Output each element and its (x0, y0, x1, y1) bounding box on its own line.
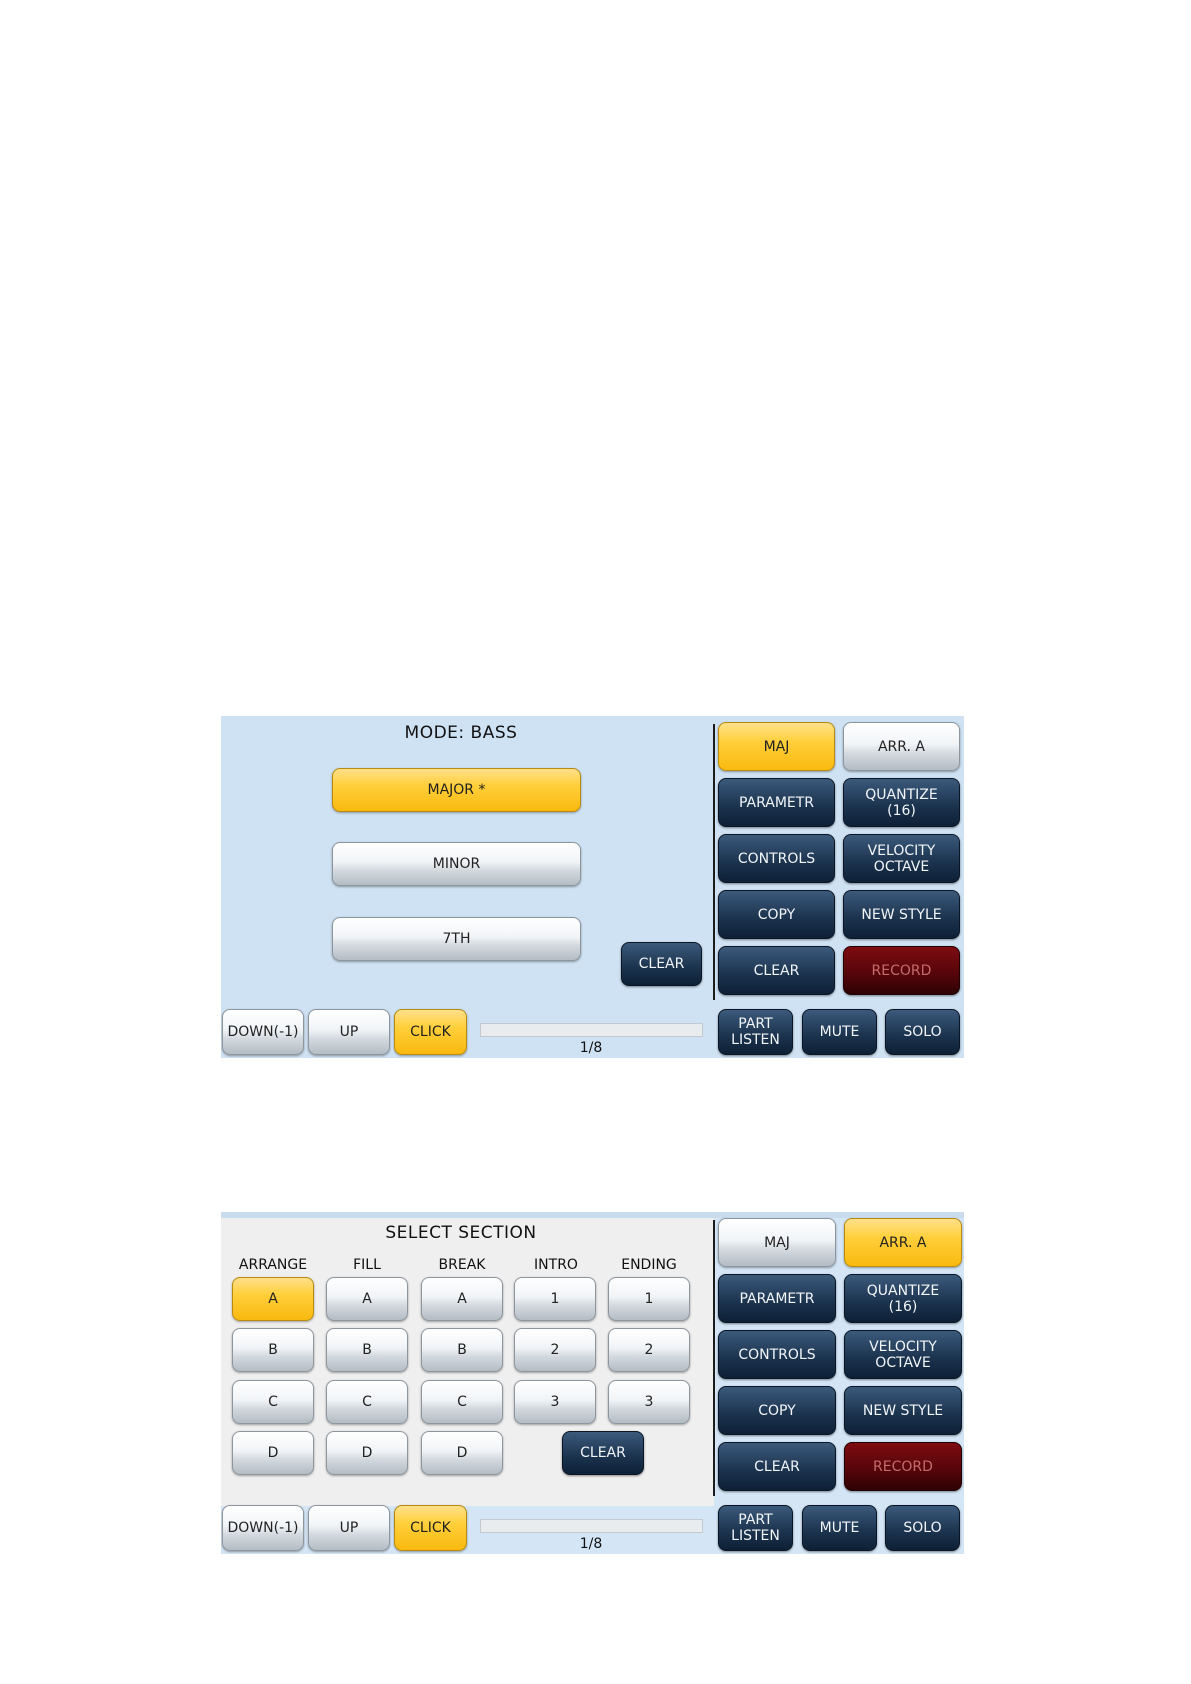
solo-button[interactable]: SOLO (885, 1505, 960, 1551)
fill-a-button[interactable]: A (326, 1277, 408, 1321)
break-a-button[interactable]: A (421, 1277, 503, 1321)
quantize-button[interactable]: QUANTIZE (16) (843, 778, 960, 827)
record-button[interactable]: RECORD (843, 946, 960, 995)
clear-button[interactable]: CLEAR (718, 946, 835, 995)
screen-title: SELECT SECTION (385, 1223, 537, 1243)
panel-divider (713, 1220, 715, 1496)
fill-c-button[interactable]: C (326, 1380, 408, 1424)
ending-1-button[interactable]: 1 (608, 1277, 690, 1321)
up-button[interactable]: UP (308, 1505, 390, 1551)
arrange-b-button[interactable]: B (232, 1328, 314, 1372)
click-button[interactable]: CLICK (394, 1505, 467, 1551)
velocity-octave-button[interactable]: VELOCITY OCTAVE (844, 1330, 962, 1379)
up-button[interactable]: UP (308, 1009, 390, 1055)
break-c-button[interactable]: C (421, 1380, 503, 1424)
intro-2-button[interactable]: 2 (514, 1328, 596, 1372)
parametr-button[interactable]: PARAMETR (718, 778, 835, 827)
mute-button[interactable]: MUTE (802, 1505, 877, 1551)
column-header-intro: INTRO (534, 1257, 578, 1273)
panel-divider (713, 724, 715, 1000)
minor-chord-button[interactable]: MINOR (332, 842, 581, 886)
ending-3-button[interactable]: 3 (608, 1380, 690, 1424)
quantize-button[interactable]: QUANTIZE (16) (844, 1274, 962, 1323)
velocity-octave-button[interactable]: VELOCITY OCTAVE (843, 834, 960, 883)
clear-section-button[interactable]: CLEAR (562, 1431, 644, 1475)
maj-button[interactable]: MAJ (718, 722, 835, 771)
controls-button[interactable]: CONTROLS (718, 834, 835, 883)
intro-1-button[interactable]: 1 (514, 1277, 596, 1321)
click-button[interactable]: CLICK (394, 1009, 467, 1055)
down-button[interactable]: DOWN(-1) (222, 1009, 304, 1055)
page-indicator: 1/8 (579, 1536, 603, 1552)
down-button[interactable]: DOWN(-1) (222, 1505, 304, 1551)
select-section-screen (221, 1212, 964, 1554)
copy-button[interactable]: COPY (718, 1386, 836, 1435)
screen-title: MODE: BASS (404, 723, 518, 743)
arrange-d-button[interactable]: D (232, 1431, 314, 1475)
progress-bar (480, 1023, 703, 1037)
part-listen-button[interactable]: PART LISTEN (718, 1009, 793, 1055)
fill-d-button[interactable]: D (326, 1431, 408, 1475)
column-header-ending: ENDING (621, 1257, 677, 1273)
clear-button[interactable]: CLEAR (718, 1442, 836, 1491)
record-button[interactable]: RECORD (844, 1442, 962, 1491)
arrange-c-button[interactable]: C (232, 1380, 314, 1424)
arrangement-button[interactable]: ARR. A (843, 722, 960, 771)
column-header-fill: FILL (353, 1257, 381, 1273)
new-style-button[interactable]: NEW STYLE (843, 890, 960, 939)
copy-button[interactable]: COPY (718, 890, 835, 939)
parametr-button[interactable]: PARAMETR (718, 1274, 836, 1323)
part-listen-button[interactable]: PART LISTEN (718, 1505, 793, 1551)
progress-bar (480, 1519, 703, 1533)
clear-chord-button[interactable]: CLEAR (621, 942, 702, 986)
fill-b-button[interactable]: B (326, 1328, 408, 1372)
controls-button[interactable]: CONTROLS (718, 1330, 836, 1379)
new-style-button[interactable]: NEW STYLE (844, 1386, 962, 1435)
ending-2-button[interactable]: 2 (608, 1328, 690, 1372)
maj-button[interactable]: MAJ (718, 1218, 836, 1267)
solo-button[interactable]: SOLO (885, 1009, 960, 1055)
arrangement-button[interactable]: ARR. A (844, 1218, 962, 1267)
major-chord-button[interactable]: MAJOR * (332, 768, 581, 812)
break-b-button[interactable]: B (421, 1328, 503, 1372)
mute-button[interactable]: MUTE (802, 1009, 877, 1055)
column-header-arrange: ARRANGE (238, 1257, 308, 1273)
arrange-a-button[interactable]: A (232, 1277, 314, 1321)
seventh-chord-button[interactable]: 7TH (332, 917, 581, 961)
column-header-break: BREAK (438, 1257, 486, 1273)
page-indicator: 1/8 (579, 1040, 603, 1056)
intro-3-button[interactable]: 3 (514, 1380, 596, 1424)
bass-mode-screen (221, 716, 964, 1058)
break-d-button[interactable]: D (421, 1431, 503, 1475)
